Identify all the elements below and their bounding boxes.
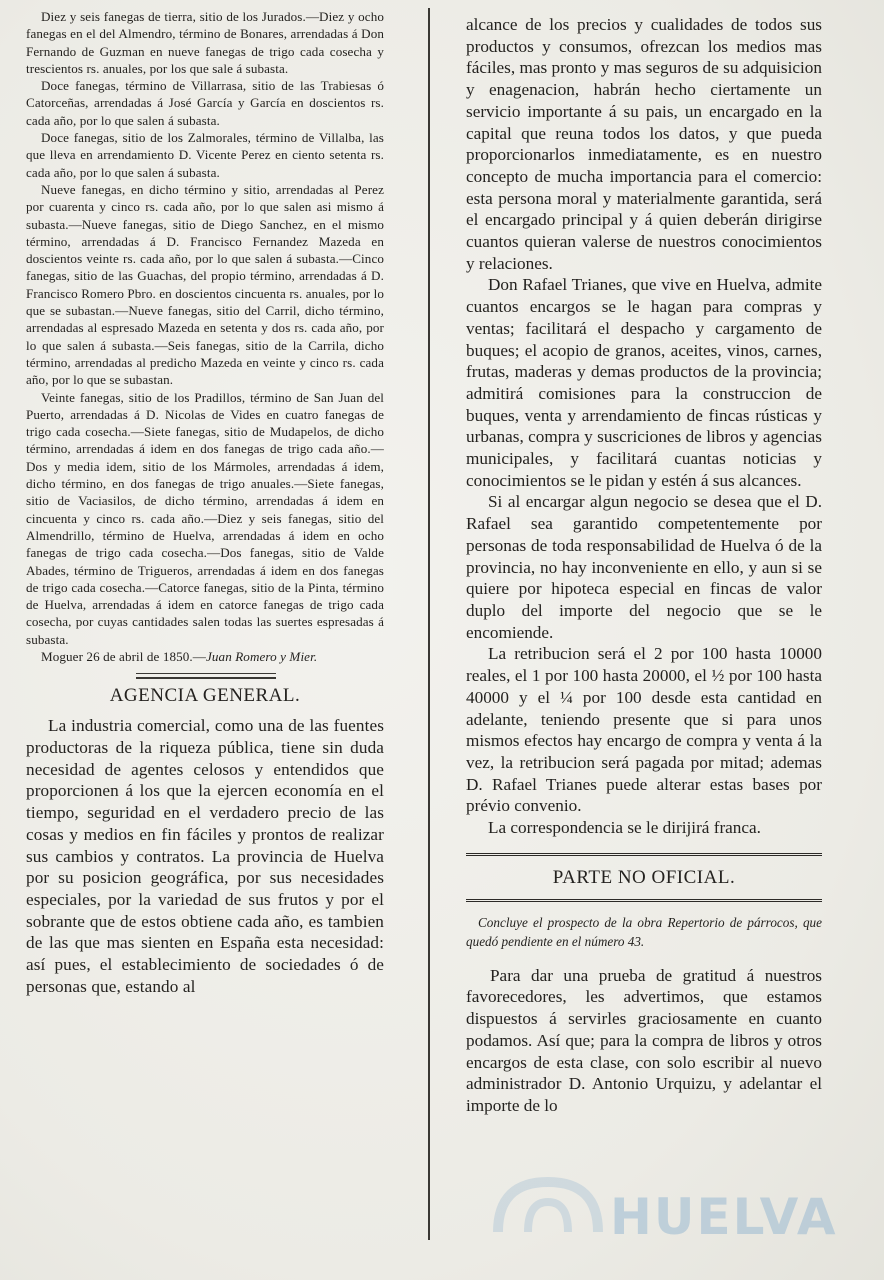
land-paragraph-5: Veinte fanegas, sitio de los Pradillos, término de San Juan del Puerto, arrendadas á D. Nicolas de Vides en cuatro fanegas de trigo cada cosecha.—Siete fanegas, sitio de Mudapelos, de dicho término, arrendadas á idem en dos fanegas de trigo cada año.—Dos y media idem, sitio de los Mármoles, arrendadas á idem, dicho término, en dos fanegas de trigo anuales.—Siete fanegas, sitio de Vaciasilos, de dicho término, arrendadas á idem en cincuenta y cinco rs. cada año.—Diez y seis fanegas, sitio del Almendrillo, término de Huelva, arrendadas á idem en ocho fanegas de trigo cada cosecha.—Dos fanegas, sitio de Valde Abades, término de Trigueros, arrendadas á idem en dos fanegas de trigo cada cosecha.—Catorce fanegas, sitio de la Pinta, término de Huelva, arrendadas á idem en catorce fanegas de trigo cada cosecha, por cuyas cantidades salen todas las suertes espresadas á subasta. [26,389,384,647]
land-paragraph-4: Nueve fanegas, en dicho término y sitio, arrendadas al Perez por cuarenta y cinco rs. cada año, por lo que salen asi mismo á subasta.—Nueve fanegas, sitio de Diego Sanchez, en el mismo término, arrendadas á D. Francisco Fernandez Mazeda en doscientos veinte rs. cada año, por lo que salen á subasta.—Cinco fanegas, sitio de las Guachas, del propio término, arrendadas á D. Francisco Romero Pbro. en doscientos cincuenta rs. anuales, por lo que se subastan.—Nueve fanegas, sitio del Carril, dicho término, arrendadas al espresado Mazeda en setenta y dos rs. cada año, por lo que salen á subasta.—Seis fanegas, sitio de la Carrila, dicho término, arrendadas al predicho Mazeda en veinte y cinco rs. cada año, por lo que se subastan. [26,181,384,388]
bottom-rule [466,899,822,905]
agency-section [26,685,384,997]
gratitude-paragraph: Para dar una prueba de gratitud á nuestros favorecedores, les advertimos, que estamos dispuestos á servirles graciosamente en cuanto podamos. Así que; para la compra de libros y otros encargos de esta clase, con solo escribir al nuevo administrador D. Antonio Urquizu, y adelantar el importe de lo [466,965,822,1115]
land-paragraph-1: Diez y seis fanegas de tierra, sitio de los Jurados.—Diez y ocho fanegas en el del Almendro, término de Bonares, arrendadas á Don Fernando de Guzman en nueve fanegas de trigo cada cosecha y trescientos rs. anuales, por los que sale á subasta. [26,9,384,76]
trianes-paragraph: Don Rafael Trianes, que vive en Huelva, admite cuantos encargos se le hagan para compras y ventas; facilitará el despacho y cargamento de buques; el acopio de granos, aceites, vinos, carnes, frutas, maderas y demas productos de la provincia; admitirá comisiones para la construccion de buques, venta y arrendamiento de fincas rústicas y urbanas, compra y suscriciones de libros y agencias municipales, y facilitará cuantas noticias y conocimientos se le pidan y estén á sus alcances. [466,275,822,490]
top-rule [466,853,822,859]
unofficial-section-header [466,853,822,905]
signature-place: Moguer 26 de abril de 1850.— [41,648,206,664]
agency-paragraph: La industria comercial, como una de las fuentes productoras de la riqueza pública, tiene sin duda necesidad de agentes celosos y entendidos que proporcionen á los que la ejercen economía en el tiempo, seguridad en el verdadero precio de las cosas y medios en fin fáciles y prontos de realizar sus cambios y contratos. La provincia de Huelva por su posicion geográfica, por sus necesidades especiales, por la variedad de sus frutos y por el sobrante que de estos obtiene cada año, es tambien de las que mas sienten en España esta necesidad: así pues, el establecimiento de sociedades ó de personas que, estando al [26,716,384,996]
fee-paragraph: La retribucion será el 2 por 100 hasta 10000 reales, el 1 por 100 hasta 20000, el ½ por 100 hasta 40000 y el ¼ por 100 desde esta cantidad en adelante, teniendo presente que si para unos mismos efectos hay encargo de compra y venta á la vez, la retribucion será pagada por mitad; ademas D. Rafael Trianes puede alterar estas bases por prévio convenio. [466,644,822,816]
column-divider [428,8,430,1240]
watermark-text: HUELVA [610,1188,838,1246]
land-paragraph-2: Doce fanegas, término de Villarrasa, sitio de las Trabiesas ó Catorceñas, arrendadas á José García y García en doscientos rs. cada año, por lo que salen á subasta. [26,78,384,128]
signature-name: Juan Romero y Mier. [205,648,318,664]
right-column [466,0,822,1117]
agency-title: AGENCIA GENERAL. [109,685,301,707]
section-divider [136,673,276,679]
unofficial-title: PARTE NO OFICIAL. [552,866,736,888]
signature-line [26,648,384,665]
correspondence-paragraph: La correspondencia se le dirijirá franca. [488,818,761,838]
prospectus-lead: Concluye el prospecto de la obra Repertorio de párrocos, que quedó pendiente en el número 43. [466,914,822,949]
agency-continuation: alcance de los precios y cualidades de todos sus productos y consumos, ofrezcan los medios mas fáciles, mas pronto y mas seguros de su adquisicion y enagenacion, habrán hecho ciertamente un servicio importante á su pais, un encargado en la capital que reuna todos los datos, y que pueda proporcionarlos inmediatamente, es en nuestro concepto de mucha importancia para el comercio: esta persona moral y materialmente garantida, será el encargado principal y á quien deberán dirigirse cuantos quieran valerse de nuestros conocimientos y relaciones. [466,15,822,273]
land-paragraph-3: Doce fanegas, sitio de los Zalmorales, término de Villalba, las que lleva en arrendamiento D. Vicente Perez en ciento setenta rs. cada año, por lo que salen á subasta. [26,130,384,180]
left-column [26,0,384,997]
guarantee-paragraph: Si al encargar algun negocio se desea que el D. Rafael sea garantido competentemente por personas de toda responsabilidad de Huelva ó de la provincia, no hay inconveniente en ello, y aun si se quiere por hipoteca especial en fincas de valor duplo del importe del negocio que se le encomiende. [466,492,822,642]
